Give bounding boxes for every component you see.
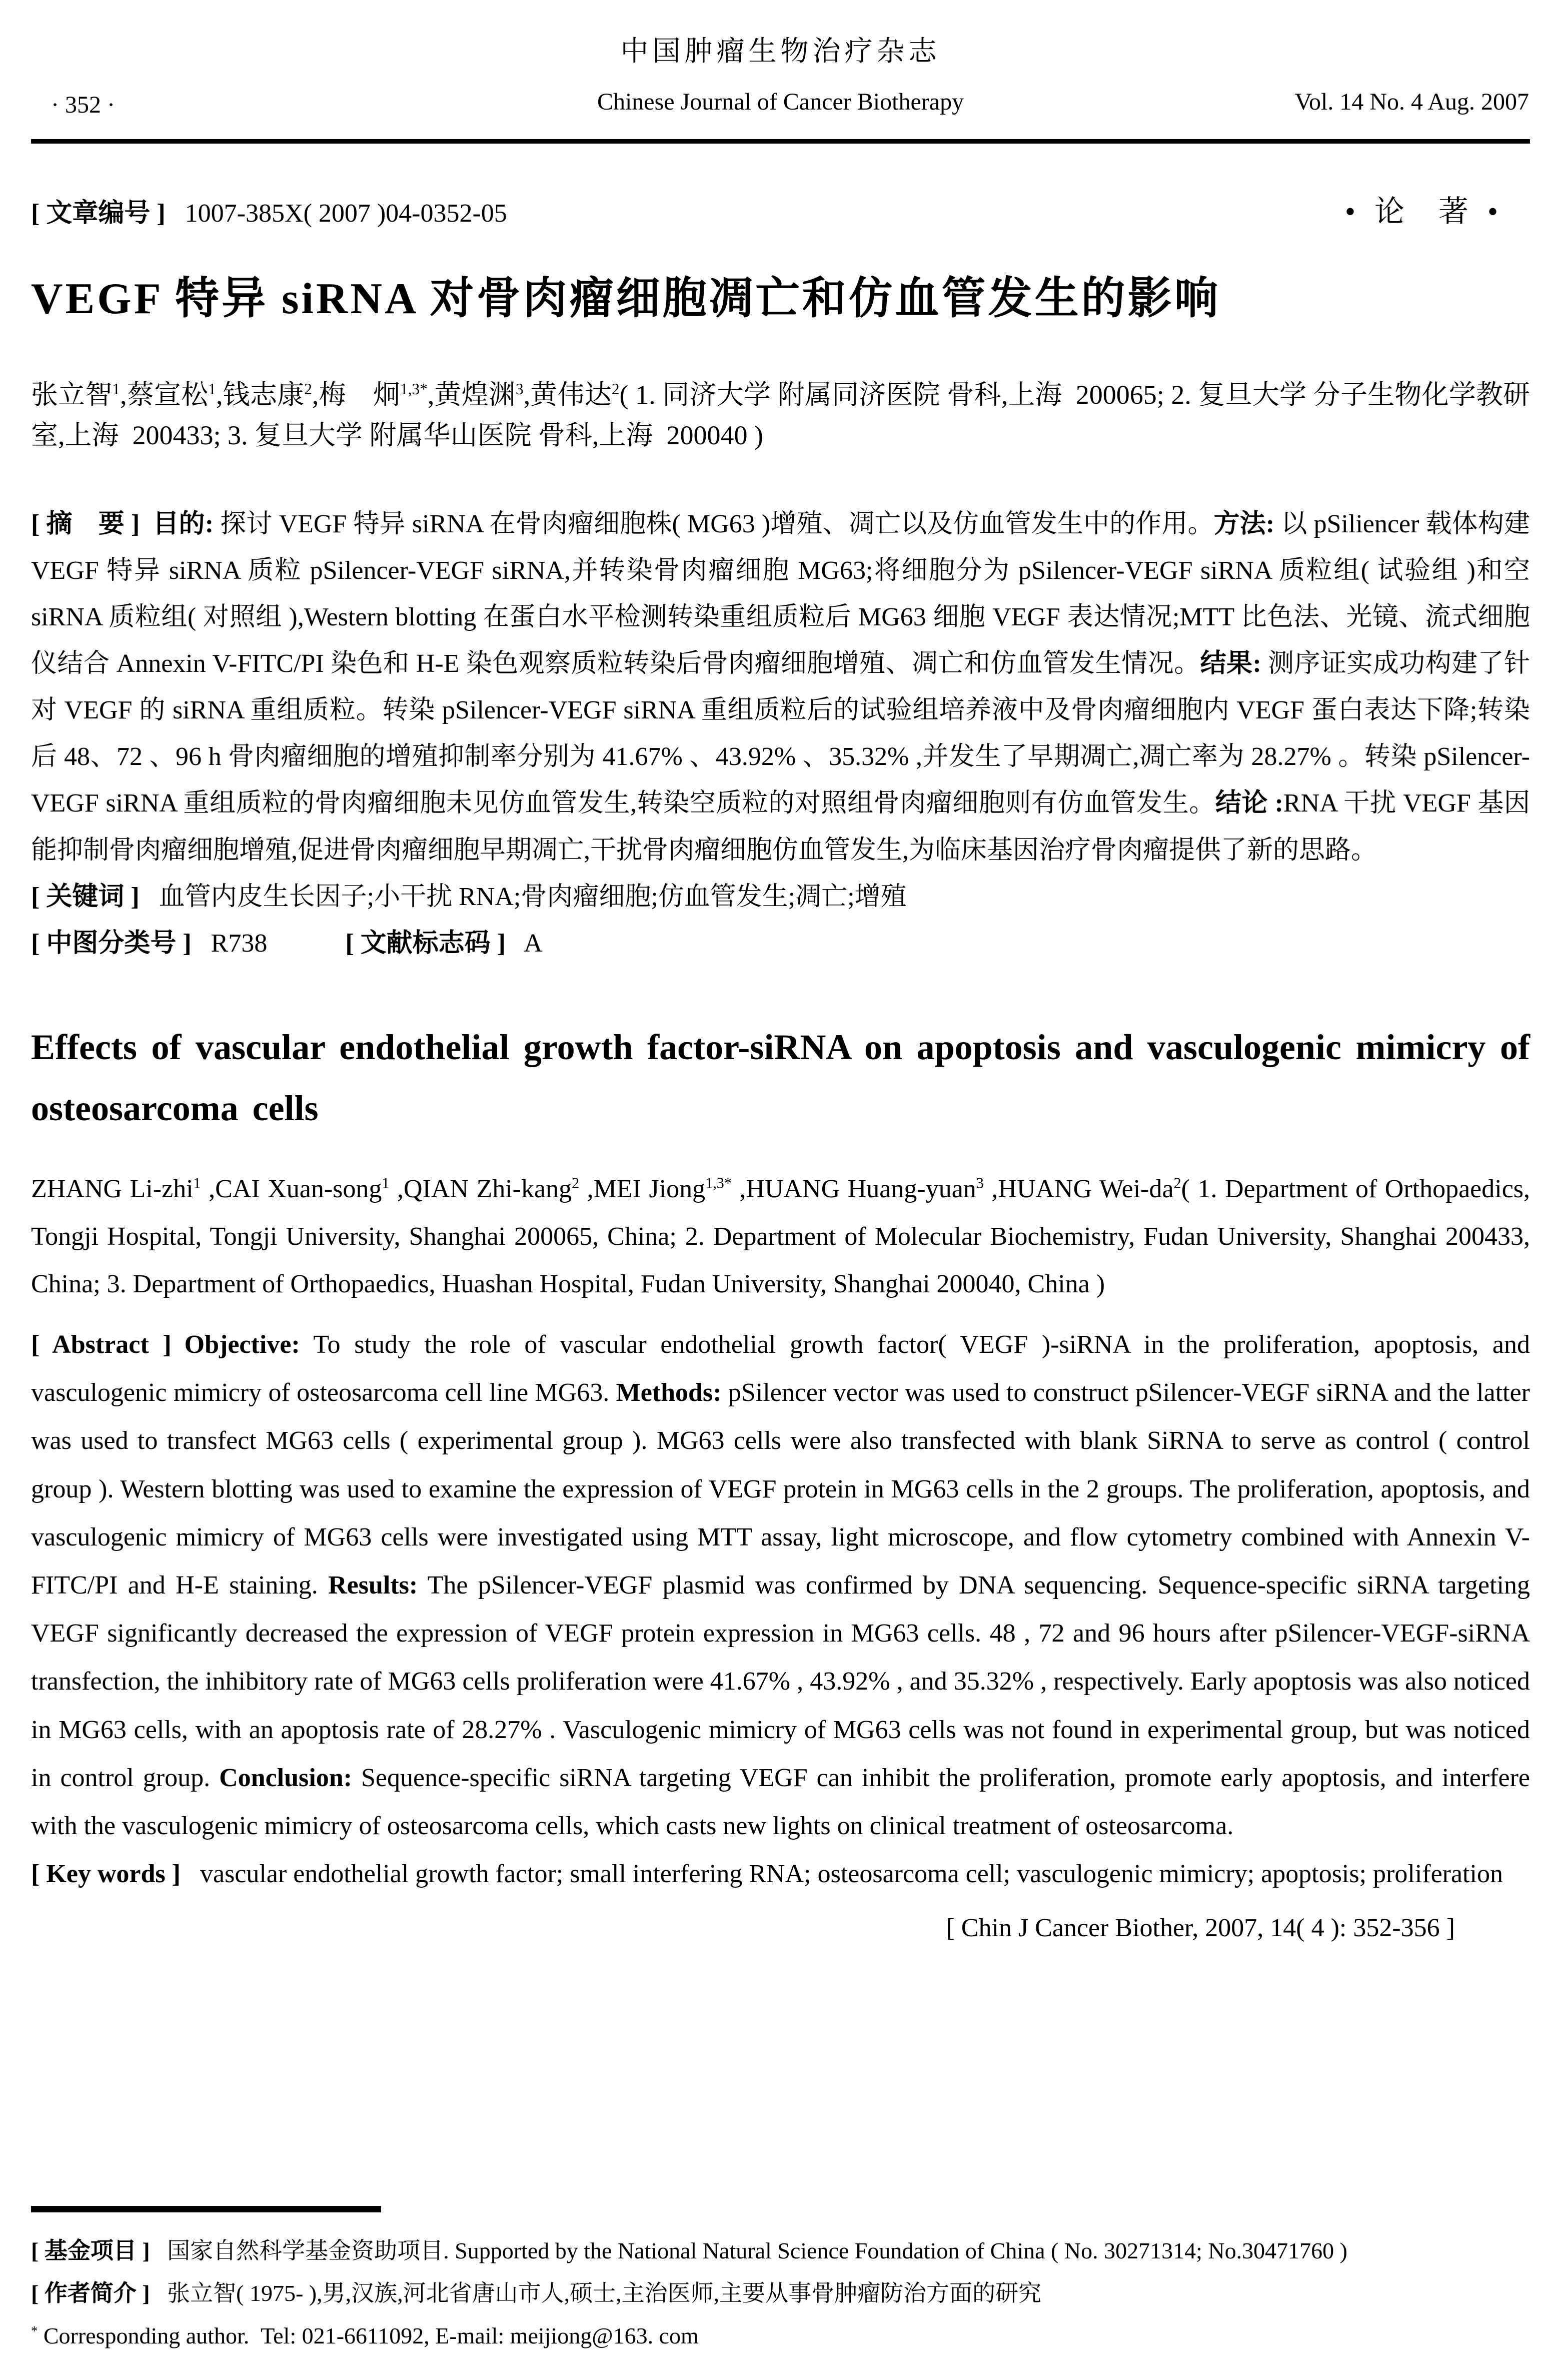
abstract-cn-block (31, 501, 1530, 967)
abstract-en-block (31, 1321, 1530, 1898)
abstract-en: [ Abstract ] Objective: To study the role of vascular endothelial growth factor( VEGF )-siRNA in the proliferation, apoptosis, and vasculogenic mimicry of osteosarcoma cell line MG63. Methods: pSilencer vector was used to construct pSilencer-VEGF siRNA and the latter was used to transfect MG63 cells ( experimental group ). MG63 cells were also transfected with blank SiRNA to serve as control ( control group ). Western blotting was used to examine the expression of VEGF protein in MG63 cells in the 2 groups. The proliferation, apoptosis, and vasculogenic mimicry of MG63 cells were investigated using MTT assay, light microscope, and flow cytometry combined with Annexin V-FITC/PI and H-E staining. Results: The pSilencer-VEGF plasmid was confirmed by DNA sequencing. Sequence-specific siRNA targeting VEGF significantly decreased the expression of VEGF protein expression in MG63 cells. 48 , 72 and 96 hours after pSilencer-VEGF-siRNA transfection, the inhibitory rate of MG63 cells proliferation were 41.67% , 43.92% , and 35.32% , respectively. Early apoptosis was also noticed in MG63 cells, with an apoptosis rate of 28.27% . Vasculogenic mimicry of MG63 cells was not found in experimental group, but was noticed in control group. Conclusion: Sequence-specific siRNA targeting VEGF can inhibit the proliferation, promote early apoptosis, and interfere with the vasculogenic mimicry of osteosarcoma cells, which casts new lights on clinical treatment of osteosarcoma. (31, 1330, 1530, 1840)
category-badge: • 论 著 • (1344, 195, 1500, 228)
page-number: · 352 · (51, 92, 115, 118)
author-bio-note: [ 作者简介 ] 张立智( 1975- ),男,汉族,河北省唐山市人,硕士,主治医师,主要从事骨肿瘤防治方面的研究 (31, 2280, 1042, 2306)
article-id: [ 文章编号 ] 1007-385X( 2007 )04-0352-05 (31, 199, 507, 228)
corresponding-note: * Corresponding author. Tel: 021-6611092, E-mail: meijiong@163. com (31, 2322, 699, 2348)
clc-line: [ 中图分类号 ] R738 [ 文献标志码 ] A (31, 929, 543, 958)
meta-row (31, 188, 1530, 231)
journal-title-en: Chinese Journal of Cancer Biotherapy (597, 89, 964, 115)
article-title-cn: VEGF 特异 siRNA 对骨肉瘤细胞凋亡和仿血管发生的影响 (31, 275, 1221, 323)
footnotes (31, 2206, 1530, 2357)
keywords-en: [ Key words ] vascular endothelial growth factor; small interfering RNA; osteosarcoma cell; vasculogenic mimicry; apoptosis; proliferation (31, 1860, 1503, 1889)
keywords-cn: [ 关键词 ] 血管内皮生长因子;小干扰 RNA;骨肉瘤细胞;仿血管发生;凋亡;增殖 (31, 882, 907, 911)
footnote-divider (31, 2206, 381, 2212)
abstract-cn: [ 摘 要 ] 目的: 探讨 VEGF 特异 siRNA 在骨肉瘤细胞株( MG63 )增殖、凋亡以及仿血管发生中的作用。方法: 以 pSiliencer 载体构建 VEGF 特异 siRNA 质粒 pSilencer-VEGF siRNA,并转染骨肉瘤细胞 MG63;将细胞分为 pSilencer-VEGF siRNA 质粒组( 试验组 )和空 siRNA 质粒组( 对照组 ),Western blotting 在蛋白水平检测转染重组质粒后 MG63 细胞 VEGF 表达情况;MTT 比色法、光镜、流式细胞仪结合 Annexin V-FITC/PI 染色和 H-E 染色观察质粒转染后骨肉瘤细胞增殖、凋亡和仿血管发生情况。结果: 测序证实成功构建了针对 VEGF 的 siRNA 重组质粒。转染 pSilencer-VEGF siRNA 重组质粒后的试验组培养液中及骨肉瘤细胞内 VEGF 蛋白表达下降;转染后 48、72 、96 h 骨肉瘤细胞的增殖抑制率分别为 41.67% 、43.92% 、35.32% ,并发生了早期凋亡,凋亡率为 28.27% 。转染 pSilencer-VEGF siRNA 重组质粒的骨肉瘤细胞未见仿血管发生,转染空质粒的对照组骨肉瘤细胞则有仿血管发生。结论 :RNA 干扰 VEGF 基因能抑制骨肉瘤细胞增殖,促进骨肉瘤细胞早期凋亡,干扰骨肉瘤细胞仿血管发生,为临床基因治疗骨肉瘤提供了新的思路。 (31, 510, 1530, 865)
authors-en: ZHANG Li-zhi$^1$ ,CAI Xuan-song$^1$ ,QIAN Zhi-kang$^2$ ,MEI Jiong$^{1,3*}$ ,HUANG Huang-yuan$^3$ ,HUANG Wei-$da^2$( 1. Department of Orthopaedics, Tongji Hospital, Tongji University, Shanghai 200065, China; 2. Department of Molecular Biochemistry, Fudan University, Shanghai 200433, China; 3. Department of Orthopaedics, Huashan Hospital, Fudan University, Shanghai 200040, China ) (31, 1174, 1530, 1298)
page-header (31, 21, 1530, 144)
article-title-en: Effects of vascular endothelial growth factor-siRNA on apoptosis and vasculogenic mimicry of osteosarcoma cells (31, 1027, 1530, 1129)
funding-note: [ 基金项目 ] 国家自然科学基金资助项目. Supported by the National Natural Science Foundation of China ( No. 30271314; No.30471760 ) (31, 2237, 1347, 2263)
running-head-row (31, 88, 1530, 119)
authors-cn: 张立智$^1$,蔡宣松$^1$,钱志康$^2$,梅 炯$^{1,3*}$,黄煌渊$^3$,黄伟达$^2$( 1. 同济大学 附属同济医院 骨科,上海 200065; 2. 复旦大学 分子生物化学教研室,上海 200433; 3. 复旦大学 附属华山医院 骨科,上海 200040 ) (31, 380, 1530, 450)
volume-info: Vol. 14 No. 4 Aug. 2007 (1294, 89, 1529, 115)
journal-title-cn: 中国肿瘤生物治疗杂志 (620, 36, 941, 67)
citation: [ Chin J Cancer Biother, 2007, 14( 4 ): 352-356 ] (946, 1914, 1455, 1943)
header-divider (31, 139, 1530, 144)
